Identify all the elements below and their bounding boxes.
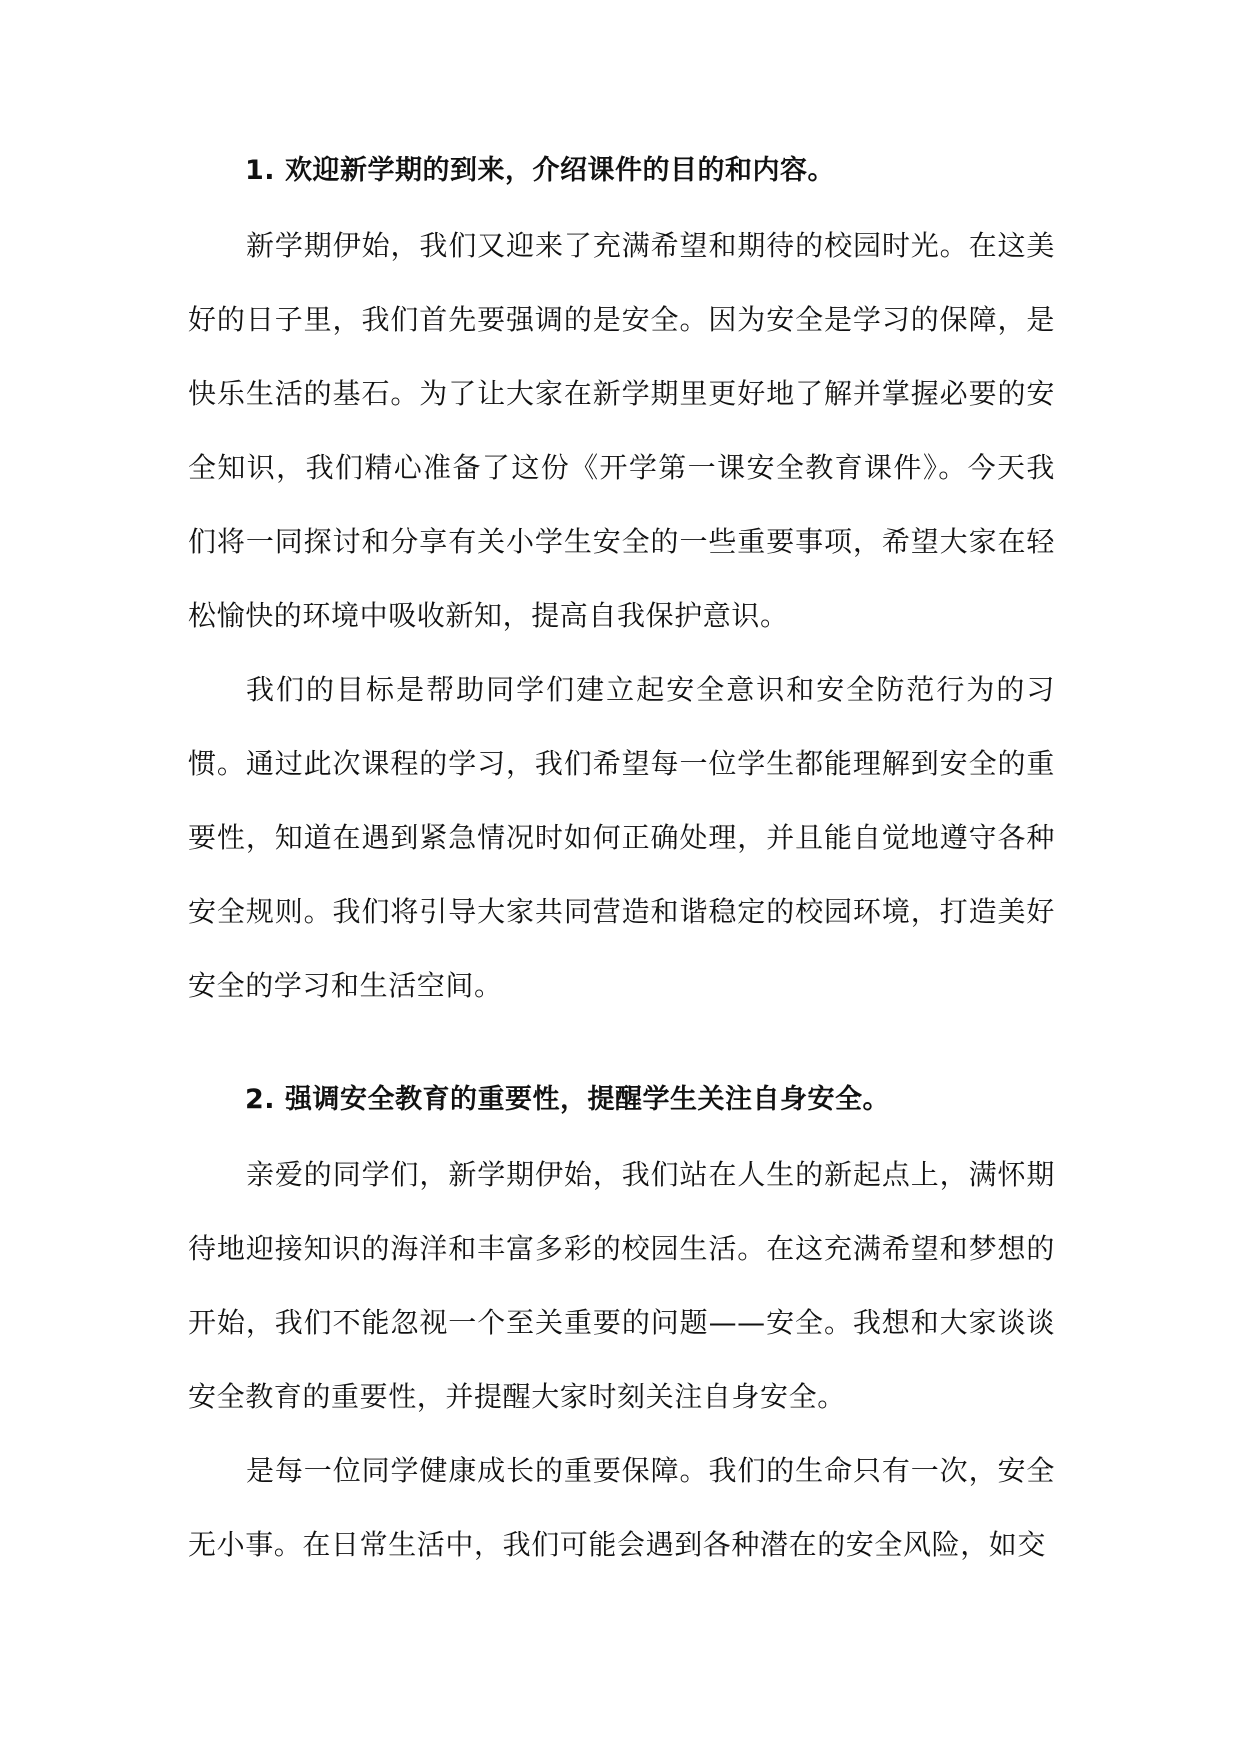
section-2-paragraph-1: 亲爱的同学们，新学期伊始，我们站在人生的新起点上，满怀期待地迎接知识的海洋和丰富多彩的校园生活。在这充满希望和梦想的开始，我们不能忽视一个至关重要的问题——安全。我想和大家谈谈安全教育的重要性，并提醒大家时刻关注自身安全。 — [188, 1158, 1055, 1413]
section-2-paragraph-2: 是每一位同学健康成长的重要保障。我们的生命只有一次，安全无小事。在日常生活中，我们可能会遇到各种潜在的安全风险，如交 — [188, 1454, 1055, 1561]
section-1-paragraph-1: 新学期伊始，我们又迎来了充满希望和期待的校园时光。在这美好的日子里，我们首先要强调的是安全。因为安全是学习的保障，是快乐生活的基石。为了让大家在新学期里更好地了解并掌握必要的安全知识，我们精心准备了这份《开学第一课安全教育课件》。今天我们将一同探讨和分享有关小学生安全的一些重要事项，希望大家在轻松愉快的环境中吸收新知，提高自我保护意识。 — [188, 229, 1055, 632]
section-heading-2: 2. 强调安全教育的重要性，提醒学生关注自身安全。 — [245, 1084, 890, 1115]
section-1-paragraph-2: 我们的目标是帮助同学们建立起安全意识和安全防范行为的习惯。通过此次课程的学习，我们希望每一位学生都能理解到安全的重要性，知道在遇到紧急情况时如何正确处理，并且能自觉地遵守各种安全规则。我们将引导大家共同营造和谐稳定的校园环境，打造美好安全的学习和生活空间。 — [188, 673, 1055, 1002]
section-heading-1: 1. 欢迎新学期的到来，介绍课件的目的和内容。 — [245, 155, 835, 186]
